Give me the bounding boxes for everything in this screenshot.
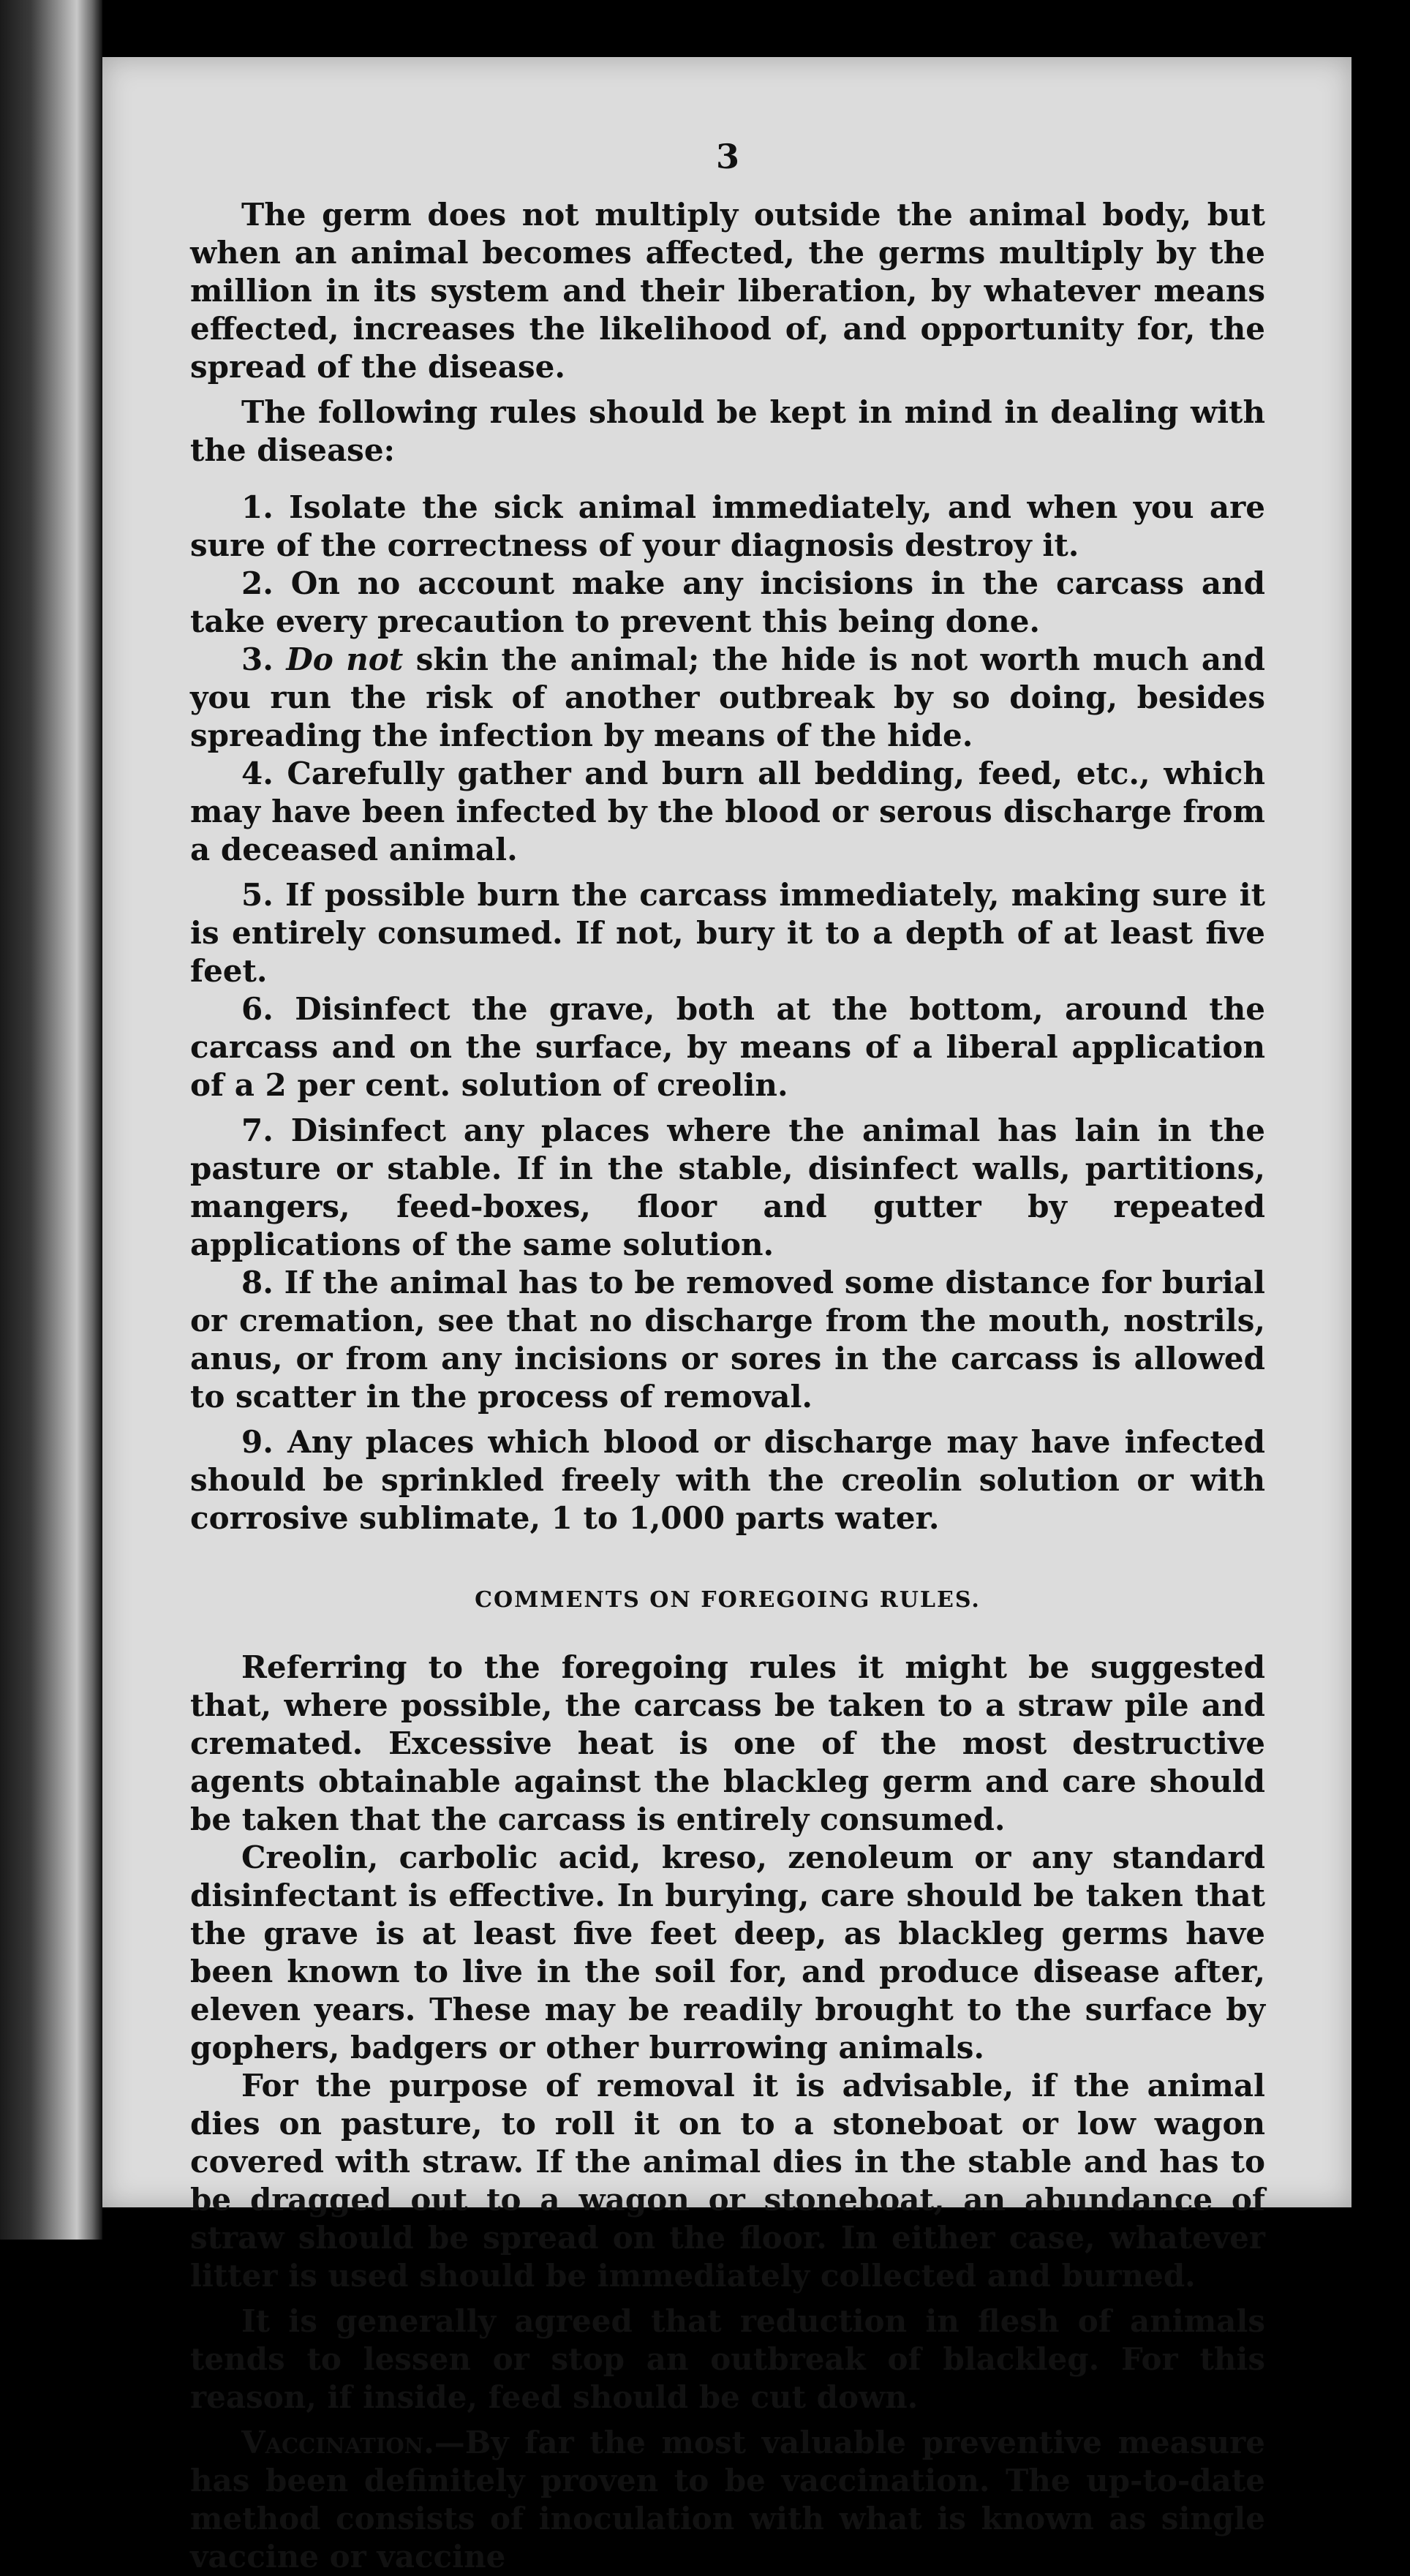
rule-item: 1. Isolate the sick animal immediately, and when you are sure of the correctness of your diagnosis destroy it. xyxy=(190,489,1265,563)
rule-item: 7. Disinfect any places where the animal has lain in the pasture or stable. If in the stable, disinfect walls, partitions, mangers, feed-boxes, floor and gutter by repeated applications of the same solution. xyxy=(190,1112,1265,1262)
intro-paragraph: The germ does not multiply outside the animal body, but when an animal becomes affected, the germs multiply by the million in its system and their liberation, by whatever means effected, increases the likelihood of, and opportunity for, the spread of the disease. xyxy=(190,197,1265,385)
rule-item: 6. Disinfect the grave, both at the bottom, around the carcass and on the surface, by means of a liberal application of a 2 per cent. solution of creolin. xyxy=(190,991,1265,1103)
intro-paragraph: The following rules should be kept in mind in dealing with the disease: xyxy=(190,394,1265,468)
section-heading: COMMENTS ON FOREGOING RULES. xyxy=(475,1587,981,1613)
book-gutter xyxy=(0,0,102,2240)
comment-paragraph: Creolin, carbolic acid, kreso, zenoleum or any standard disinfectant is effective. In burying, care should be taken that the grave is at least five feet deep, as blackleg germs have been known to live in the soil for, and produce disease after, eleven years. These may be readily brought to the surface by gophers, badgers or other burrowing animals. xyxy=(190,1839,1265,2065)
comment-paragraph: It is generally agreed that reduction in flesh of animals tends to lessen or stop an outbreak of blackleg. For this reason, if inside, feed should be cut down. xyxy=(190,2303,1265,2415)
rule-item: 5. If possible burn the carcass immediately, making sure it is entirely consumed. If not, bury it to a depth of at least five feet. xyxy=(190,877,1265,989)
vaccination-text: —By far the most valuable preventive measure has been definitely proven to be vaccination. The up-to-date method consists of inoculation with what is known as single vaccine or vaccine xyxy=(190,2425,1265,2575)
rule-item: 4. Carefully gather and burn all bedding, feed, etc., which may have been infected by the blood or serous discharge from a deceased animal. xyxy=(190,756,1265,867)
emphasis: Do not xyxy=(286,641,404,677)
rule-item: 9. Any places which blood or discharge may have infected should be sprinkled freely with the creolin solution or with corrosive sublimate, 1 to 1,000 parts water. xyxy=(190,1424,1265,1536)
comment-paragraph: Referring to the foregoing rules it might be suggested that, where possible, the carcass be taken to a straw pile and cremated. Excessive heat is one of the most destructive agents obtainable against the blackleg germ and care should be taken that the carcass is entirely consumed. xyxy=(190,1649,1265,1837)
vaccination-paragraph xyxy=(190,2424,1265,2576)
comment-paragraph: For the purpose of removal it is advisable, if the animal dies on pasture, to roll it on to a stoneboat or low wagon covered with straw. If the animal dies in the stable and has to be dragged out to a wagon or stoneboat, an abundance of straw should be spread on the floor. In either case, whatever litter is used should be immediately collected and burned. xyxy=(190,2068,1265,2294)
vaccination-label: Vaccination. xyxy=(241,2425,434,2460)
rules-list xyxy=(190,489,1265,1537)
document-page xyxy=(102,57,1351,2575)
rule-item: 2. On no account make any incisions in the carcass and take every precaution to prevent this being done. xyxy=(190,565,1265,639)
page-content xyxy=(190,138,1265,2576)
rule-item: 3. Do not skin the animal; the hide is not worth much and you run the risk of another outbreak by so doing, besides spreading the infection by means of the hide. xyxy=(190,641,1265,753)
page-number: 3 xyxy=(715,137,739,176)
rule-item: 8. If the animal has to be removed some distance for burial or cremation, see that no discharge from the mouth, nostrils, anus, or from any incisions or sores in the carcass is allowed to scatter in the process of removal. xyxy=(190,1265,1265,1415)
